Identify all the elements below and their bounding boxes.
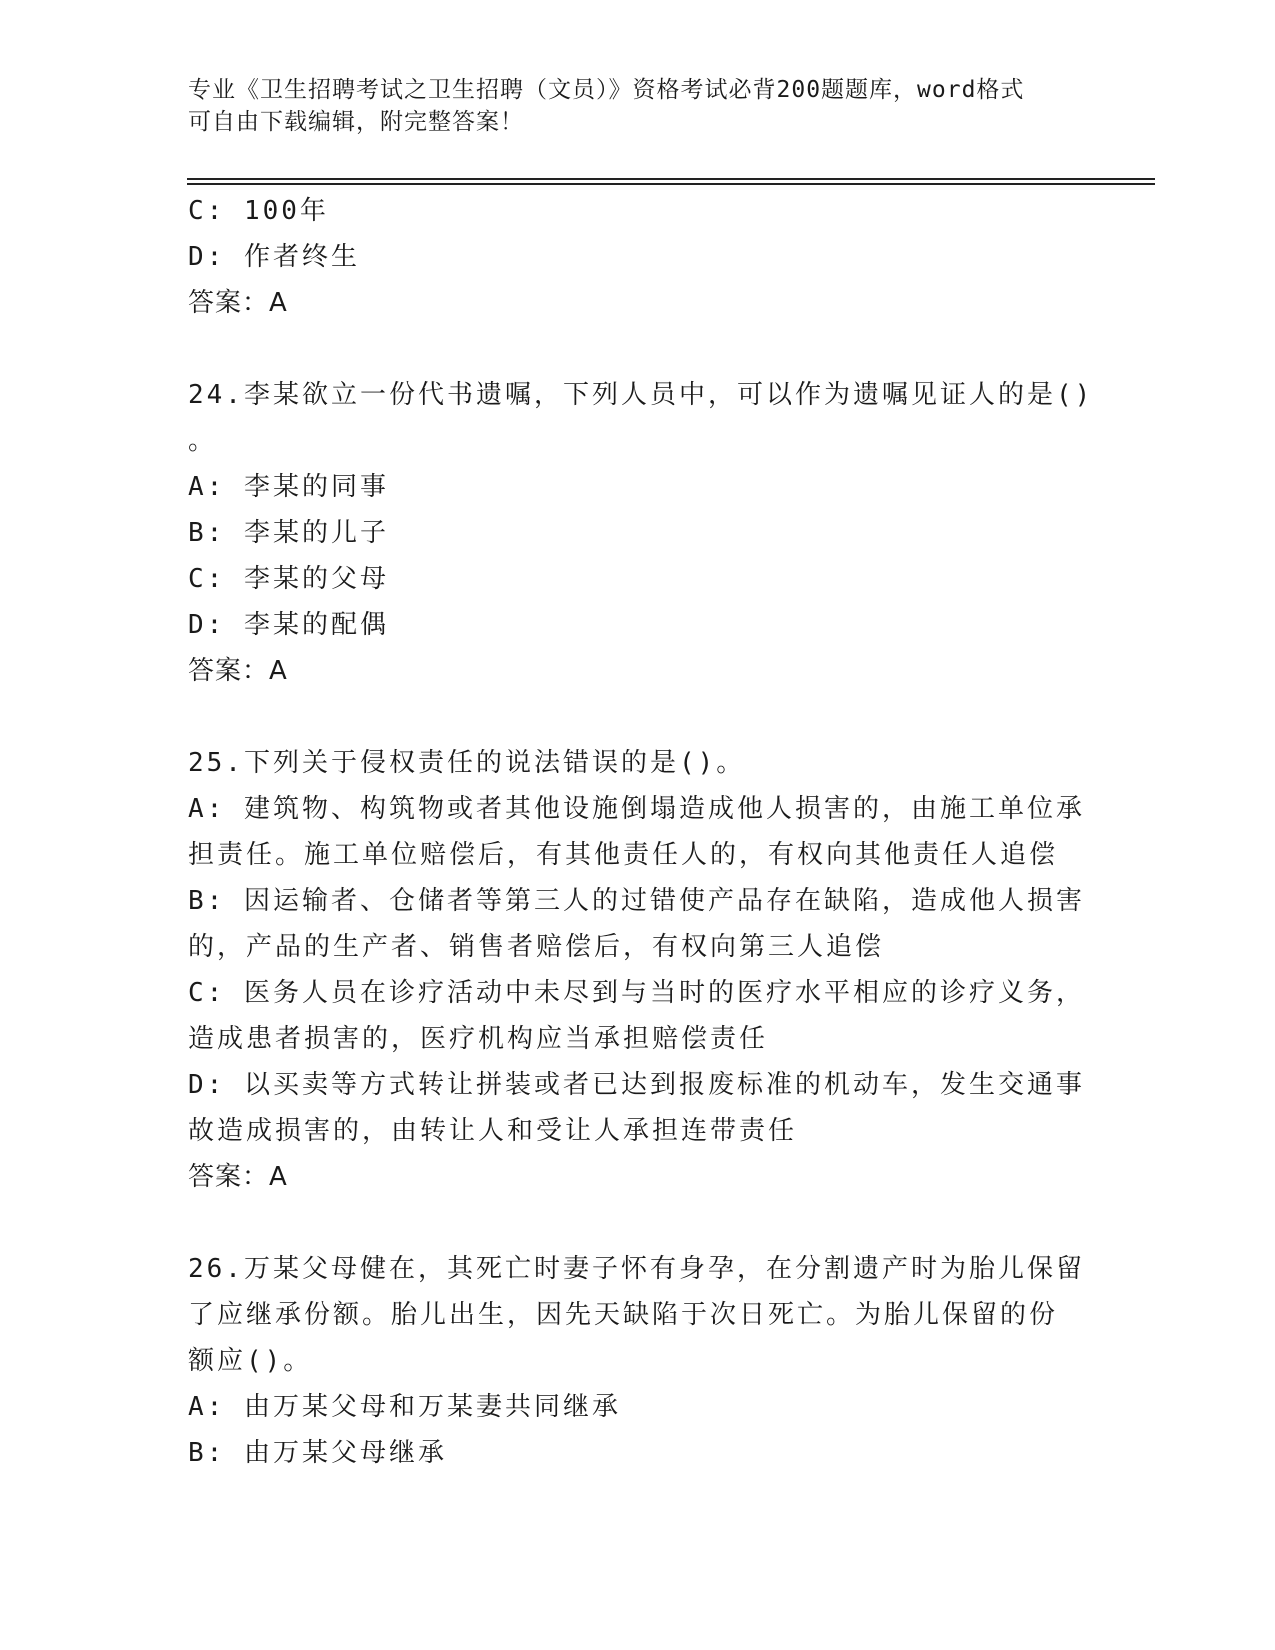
option-b: B: 因运输者、仓储者等第三人的过错使产品存在缺陷，造成他人损害 (188, 886, 1085, 916)
header-rule-top (187, 178, 1155, 180)
option-b: B: 李某的儿子 (188, 518, 389, 548)
question-stem: 25.下列关于侵权责任的说法错误的是()。 (188, 748, 746, 778)
option-a-cont: 担责任。施工单位赔偿后，有其他责任人的，有权向其他责任人追偿 (188, 840, 1059, 870)
option-c: C: 李某的父母 (188, 564, 389, 594)
question-25 (188, 740, 1085, 1200)
option-a: A: 由万某父母和万某妻共同继承 (188, 1392, 621, 1422)
question-stem-cont: 。 (188, 426, 218, 456)
question-previous (188, 188, 1078, 326)
question-26 (188, 1246, 1085, 1476)
spacer (188, 326, 1078, 372)
option-d-cont: 故造成损害的，由转让人和受让人承担连带责任 (188, 1116, 798, 1146)
option-b: B: 由万某父母继承 (188, 1438, 447, 1468)
document-body (188, 188, 1094, 1476)
spacer (188, 1200, 1078, 1246)
option-b-cont: 的，产品的生产者、销售者赔偿后，有权向第三人追偿 (188, 932, 885, 962)
question-stem-cont: 额应()。 (188, 1346, 313, 1376)
option-c: C: 100年 (188, 196, 329, 226)
option-a: A: 李某的同事 (188, 472, 389, 502)
option-d: D: 以买卖等方式转让拼装或者已达到报废标准的机动车，发生交通事 (188, 1070, 1085, 1100)
header-line-2: 可自由下载编辑，附完整答案！ (188, 109, 524, 135)
option-c: C: 医务人员在诊疗活动中未尽到与当时的医疗水平相应的诊疗义务， (188, 978, 1085, 1008)
option-c-cont: 造成患者损害的，医疗机构应当承担赔偿责任 (188, 1024, 769, 1054)
question-stem: 24.李某欲立一份代书遗嘱，下列人员中，可以作为遗嘱见证人的是() (188, 380, 1094, 410)
document-header (188, 74, 1078, 138)
option-a: A: 建筑物、构筑物或者其他设施倒塌造成他人损害的，由施工单位承 (188, 794, 1085, 824)
question-stem: 26.万某父母健在，其死亡时妻子怀有身孕，在分割遗产时为胎儿保留 (188, 1254, 1085, 1284)
question-stem-cont: 了应继承份额。胎儿出生，因先天缺陷于次日死亡。为胎儿保留的份 (188, 1300, 1059, 1330)
option-d: D: 作者终生 (188, 242, 360, 272)
header-line-1: 专业《卫生招聘考试之卫生招聘（文员）》资格考试必背200题题库，word格式 (188, 77, 1025, 103)
header-rule-bottom (187, 183, 1155, 185)
option-d: D: 李某的配偶 (188, 610, 389, 640)
answer-line: 答案：A (188, 288, 288, 318)
question-24 (188, 372, 1094, 694)
spacer (188, 694, 1078, 740)
answer-line: 答案：A (188, 1162, 288, 1192)
answer-line: 答案：A (188, 656, 288, 686)
